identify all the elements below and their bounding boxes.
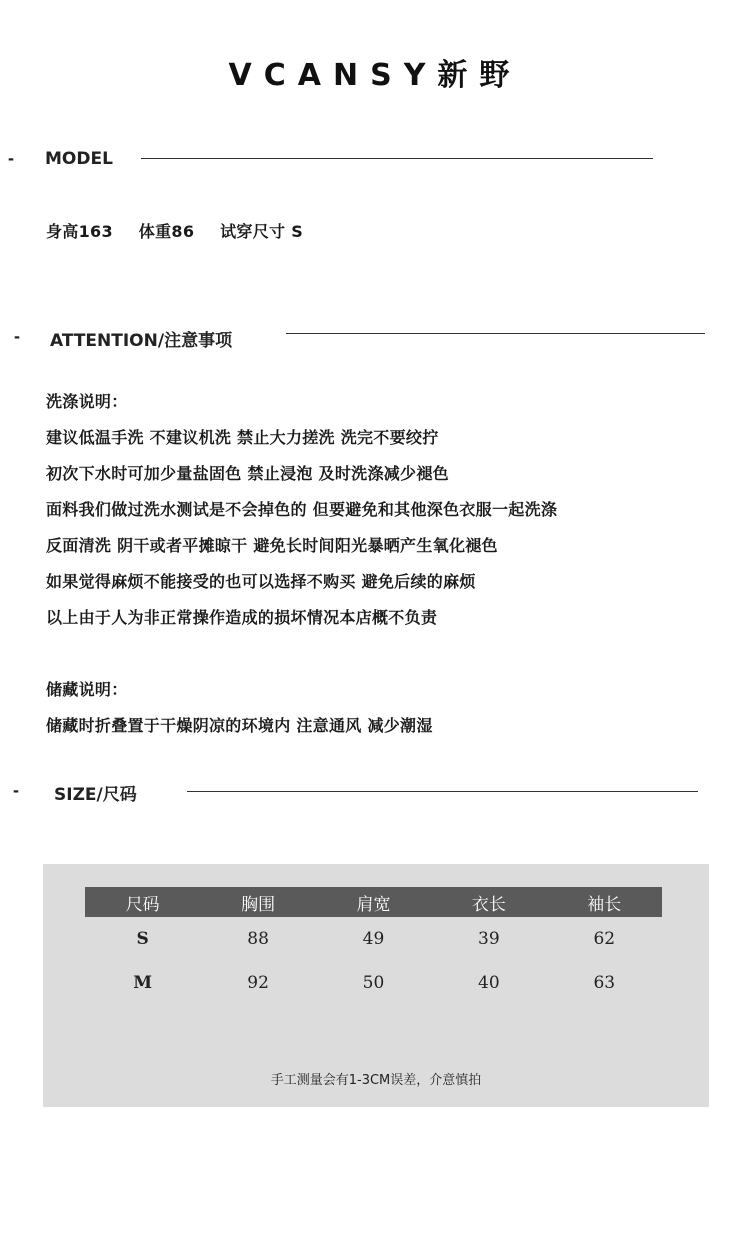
measurement-note: 手工测量会有1-3CM误差，介意慎拍 <box>270 1073 482 1088</box>
length-cell: 39 <box>478 929 500 949</box>
size-table <box>85 887 662 1005</box>
brand-title: VCANSY新野 <box>228 58 522 93</box>
table-row <box>85 917 662 961</box>
header-chest: 胸围 <box>200 887 315 917</box>
wash-line: 面料我们做过洗水测试是不会掉色的 但要避免和其他深色衣服一起洗涤 <box>46 500 558 519</box>
header-size: 尺码 <box>85 887 200 917</box>
chest-cell: 88 <box>247 929 269 949</box>
sleeve-cell: 63 <box>593 973 616 993</box>
attention-section-divider <box>286 333 705 334</box>
model-fit-size: 试穿尺寸 S <box>220 222 304 241</box>
wash-line: 如果觉得麻烦不能接受的也可以选择不购买 避免后续的麻烦 <box>46 572 476 591</box>
size-table-header-row <box>85 887 662 917</box>
shoulder-cell: 49 <box>362 929 385 949</box>
size-section-dash: - <box>13 780 19 800</box>
model-info <box>46 219 323 242</box>
model-section-divider <box>141 158 653 159</box>
wash-line: 初次下水时可加少量盐固色 禁止浸泡 及时洗涤减少褪色 <box>46 464 449 483</box>
model-weight: 体重86 <box>138 222 195 241</box>
storage-line: 储藏时折叠置于干燥阴凉的环境内 注意通风 减少潮湿 <box>46 716 433 735</box>
shoulder-cell: 50 <box>362 973 385 993</box>
attention-section-dash: - <box>14 326 20 346</box>
header-shoulder: 肩宽 <box>316 887 431 917</box>
size-cell: S <box>136 929 149 949</box>
wash-line: 以上由于人为非正常操作造成的损坏情况本店概不负责 <box>46 608 438 627</box>
chest-cell: 92 <box>247 973 269 993</box>
header-length: 衣长 <box>431 887 546 917</box>
size-section-title: SIZE/尺码 <box>54 785 137 805</box>
sleeve-cell: 62 <box>593 929 616 949</box>
storage-heading: 储藏说明： <box>46 680 128 699</box>
wash-heading: 洗涤说明： <box>46 392 128 411</box>
model-section-title: MODEL <box>45 149 113 169</box>
size-cell: M <box>133 973 153 993</box>
table-row <box>85 961 662 1005</box>
wash-line: 反面清洗 阴干或者平摊晾干 避免长时间阳光暴晒产生氧化褪色 <box>46 536 498 555</box>
size-chart-panel <box>43 864 709 1107</box>
wash-line: 建议低温手洗 不建议机洗 禁止大力搓洗 洗完不要绞拧 <box>46 428 439 447</box>
size-section-divider <box>187 791 698 792</box>
model-height: 身高163 <box>46 222 113 241</box>
header-sleeve: 袖长 <box>547 887 662 917</box>
length-cell: 40 <box>478 973 500 993</box>
attention-section-title: ATTENTION/注意事项 <box>50 331 233 351</box>
model-section-dash: - <box>8 148 14 168</box>
